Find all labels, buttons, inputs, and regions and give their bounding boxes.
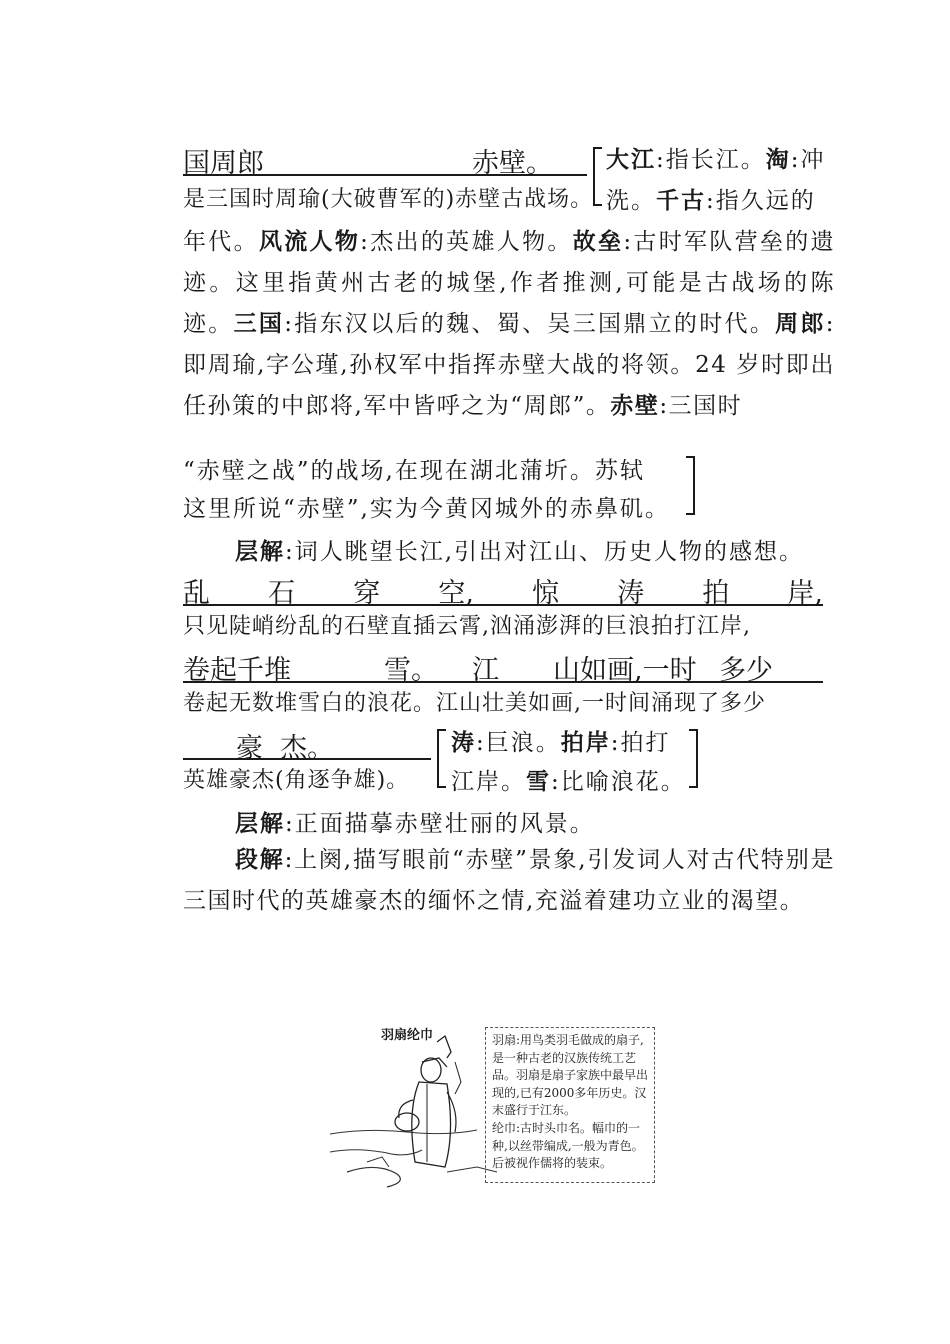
term-tao: 淘 [765, 147, 791, 173]
note-term: 周郎 [775, 311, 826, 337]
note2-row-2 [451, 763, 686, 796]
note-text: :即周瑜,字公瑾,孙权军中指挥赤壁大战的将领。24 岁时即出任孙策的中郎将,军中皆呼之为“周郎”。 [183, 311, 836, 419]
orig-part-b: 赤壁。 [472, 148, 553, 179]
layer-explanation-1 [235, 533, 804, 566]
orig-char: 石 [268, 578, 296, 609]
note2-row-1 [451, 724, 671, 757]
translation-line-2: 只见陡峭纷乱的石壁直插云霄,汹涌澎湃的巨浪拍打江岸, [183, 614, 751, 639]
orig-char: 惊 [532, 578, 560, 609]
section-explanation [183, 840, 835, 922]
def-tao: :冲 [790, 147, 826, 173]
def-paian: :拍打 [610, 730, 671, 756]
caption-yushan: 羽扇:用鸟类羽毛做成的扇子,是一种古老的汉族传统工艺品。羽扇是扇子家族中最早出现的,已有2000多年历史。汉末盛行于江东。 [492, 1033, 649, 1118]
note-cont-2: 这里所说“赤壁”,实为今黄冈城外的赤鼻矶。 [183, 496, 670, 522]
underline-4 [183, 758, 431, 760]
layer-text: :正面描摹赤壁壮丽的风景。 [285, 811, 595, 837]
note-bracket-right [686, 456, 695, 515]
translation-line-3: 卷起无数堆雪白的浪花。江山壮美如画,一时间涌现了多少 [183, 691, 766, 716]
caption-lunjin: 纶巾:古时头巾名。幅巾的一种,以丝带编成,一般为青色。后被视作儒将的装束。 [492, 1120, 644, 1171]
term-xue: 雪 [526, 769, 551, 795]
note-text: :三国时 [659, 393, 743, 419]
section-label: 段解 [235, 847, 285, 873]
def-qiangu: :指久远的 [706, 188, 816, 214]
note-row-2 [606, 182, 816, 215]
orig3-b: 雪。 [384, 655, 438, 686]
orig-char: 乱 [183, 578, 210, 609]
note-cont-1: “赤壁之战”的战场,在现在湖北蒲圻。苏轼 [183, 458, 645, 484]
term-qiangu: 千古 [656, 188, 706, 214]
orig-char: 岸, [787, 578, 823, 609]
note-term: 风流人物 [258, 229, 361, 255]
note-text: :杰出的英雄人物。 [360, 229, 573, 255]
underline-2 [183, 604, 823, 606]
orig3-d: 山如画,一时 [553, 655, 697, 686]
note-term: 三国 [233, 311, 285, 337]
def-tao2: :巨浪。 [476, 730, 561, 756]
orig-char: 拍 [702, 578, 730, 609]
illustration-title: 羽扇纶巾 [381, 1028, 434, 1043]
orig-part-a: 国周郎 [183, 148, 264, 179]
underline-1 [183, 174, 587, 176]
layer-text: :词人眺望长江,引出对江山、历史人物的感想。 [285, 539, 805, 565]
orig3-a: 卷起千堆 [183, 655, 291, 686]
layer-explanation-2 [235, 805, 595, 838]
layer-label: 层解 [235, 539, 285, 565]
translation-line-4: 英雄豪杰(角逐争雄)。 [183, 768, 410, 793]
note2-bracket-right [689, 729, 698, 788]
layer-label: 层解 [235, 811, 285, 837]
orig-char: 涛 [617, 578, 645, 609]
def-tao-cont: 洗。 [606, 188, 656, 214]
notes-paragraph [183, 222, 835, 427]
note-bracket-left [593, 147, 602, 206]
def-xue: :比喻浪花。 [551, 769, 686, 795]
translation-line-1: 是三国时周瑜(大破曹军的)赤壁古战场。 [183, 187, 594, 212]
note-term: 赤壁 [610, 393, 660, 419]
def-paian-cont: 江岸。 [451, 769, 526, 795]
def-dajiang: :指长江。 [656, 147, 766, 173]
section-text: :上阕,描写眼前“赤壁”景象,引发词人对古代特别是三国时代的英雄豪杰的缅怀之情,充溢着建功立业的渴望。 [183, 847, 836, 914]
note2-bracket-left [437, 729, 446, 788]
orig3-c: 江 [472, 655, 499, 686]
note-text: :古时军队营垒的遗迹。这里指黄州古老的城堡,作者推测,可能是古战场的陈迹。 [183, 229, 836, 337]
orig-char: 空, [438, 578, 474, 609]
orig-char: 穿 [353, 578, 381, 609]
note-text: 年代。 [183, 229, 259, 255]
term-dajiang: 大江 [606, 147, 656, 173]
illustration-caption [485, 1027, 655, 1183]
orig3-e: 多少 [719, 655, 773, 686]
note-term: 故垒 [572, 229, 624, 255]
original-line-4: 豪 杰。 [236, 733, 335, 764]
term-tao2: 涛 [451, 730, 476, 756]
term-paian: 拍岸 [560, 730, 611, 756]
note-text: :指东汉以后的魏、蜀、吴三国鼎立的时代。 [284, 311, 776, 337]
underline-3 [183, 681, 823, 683]
note-row-1 [606, 141, 826, 174]
